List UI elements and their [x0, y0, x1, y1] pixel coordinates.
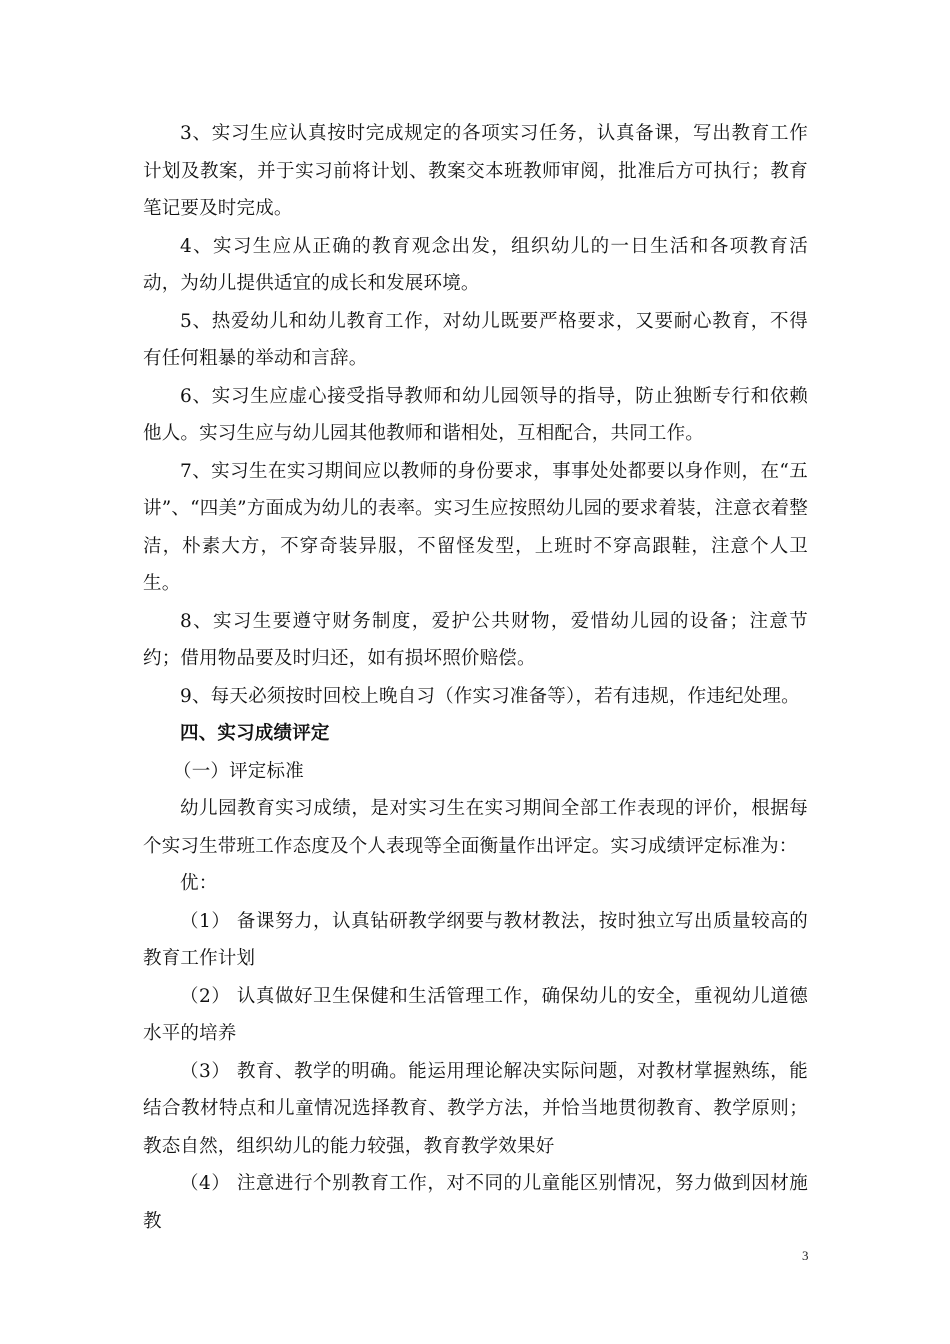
rule-paragraph-7: 7、实习生在实习期间应以教师的身份要求，事事处处都要以身作则，在“五讲”、“四美”方面成为幼儿的表率。实习生应按照幼儿园的要求着装，注意衣着整洁，朴素大方，不穿奇装异服，不留怪发型，上班时不穿高跟鞋，注意个人卫生。 [143, 460, 808, 594]
rule-paragraph-8: 8、实习生要遵守财务制度，爱护公共财物，爱惜幼儿园的设备；注意节约；借用物品要及时归还，如有损坏照价赔偿。 [143, 610, 808, 669]
criterion-3: （3） 教育、教学的明确。能运用理论解决实际问题，对教材掌握熟练，能结合教材特点和儿童情况选择教育、教学方法，并恰当地贯彻教育、教学原则；教态自然，组织幼儿的能力较强，教育教学效果好 [143, 1060, 808, 1157]
rule-paragraph-5: 5、热爱幼儿和幼儿教育工作，对幼儿既要严格要求，又要耐心教育，不得有任何粗暴的举动和言辞。 [143, 310, 808, 369]
criterion-4: （4） 注意进行个别教育工作，对不同的儿童能区别情况，努力做到因材施教 [143, 1173, 808, 1232]
criterion-1: （1） 备课努力，认真钻研教学纲要与教材教法，按时独立写出质量较高的教育工作计划 [143, 910, 808, 969]
subsection-heading: （一）评定标准 [173, 760, 304, 782]
rule-paragraph-3: 3、实习生应认真按时完成规定的各项实习任务，认真备课，写出教育工作计划及教案，并于实习前将计划、教案交本班教师审阅，批准后方可执行；教育笔记要及时完成。 [143, 123, 808, 219]
criterion-2: （2） 认真做好卫生保健和生活管理工作，确保幼儿的安全，重视幼儿道德水平的培养 [143, 985, 808, 1044]
document-body [143, 115, 808, 1240]
intro-paragraph: 幼儿园教育实习成绩，是对实习生在实习期间全部工作表现的评价，根据每个实习生带班工作态度及个人表现等全面衡量作出评定。实习成绩评定标准为： [143, 798, 808, 857]
rule-paragraph-9: 9、每天必须按时回校上晚自习（作实习准备等），若有违规，作违纪处理。 [180, 685, 800, 707]
rule-paragraph-4: 4、实习生应从正确的教育观念出发，组织幼儿的一日生活和各项教育活动，为幼儿提供适宜的成长和发展环境。 [143, 235, 808, 294]
grade-label: 优： [180, 873, 218, 894]
page-number: 3 [802, 1248, 809, 1263]
section-heading: 四、实习成绩评定 [180, 723, 330, 744]
rule-paragraph-6: 6、实习生应虚心接受指导教师和幼儿园领导的指导，防止独断专行和依赖他人。实习生应与幼儿园其他教师和谐相处，互相配合，共同工作。 [143, 385, 808, 444]
